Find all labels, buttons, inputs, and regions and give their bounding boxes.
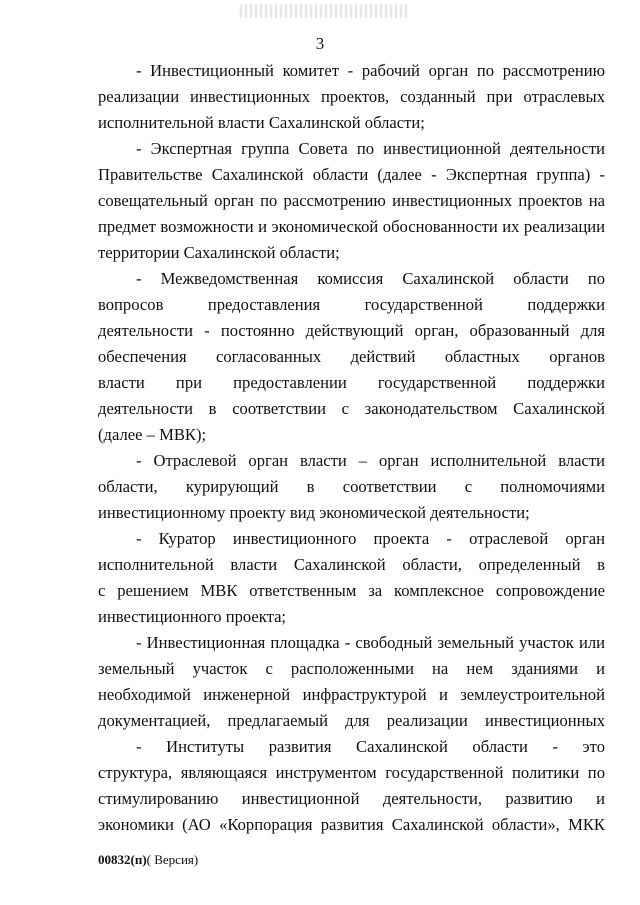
- text-line: - Инвестиционная площадка - свободный земельный участок или: [136, 633, 605, 652]
- text-line: (далее – МВК);: [98, 425, 207, 444]
- text-line: земельный участок с расположенными на нем зданиями и: [98, 659, 605, 678]
- text-line: с решением МВК ответственным за комплексное сопровождение: [98, 581, 605, 600]
- text-line: совещательный орган по рассмотрению инвестиционных проектов на: [98, 191, 605, 210]
- text-line: инвестиционному проекту вид экономической деятельности;: [98, 503, 530, 522]
- paragraph: [98, 266, 605, 448]
- text-line: инвестиционного проекта;: [98, 607, 287, 626]
- text-line: Правительстве Сахалинской области (далее - Экспертная группа) -: [98, 165, 605, 184]
- paragraph: [98, 448, 605, 526]
- text-line: деятельности в соответствии с законодательством Сахалинской: [98, 399, 605, 418]
- text-line: экономики (АО «Корпорация развития Сахалинской области», МКК: [98, 815, 605, 834]
- paragraph: [98, 58, 605, 136]
- document-version: ( Версия): [146, 852, 199, 867]
- text-line: деятельности - постоянно действующий орган, образованный для: [98, 321, 605, 340]
- paragraph: [98, 734, 605, 838]
- document-code: 00832(п): [98, 852, 147, 867]
- text-line: документацией, предлагаемый для реализации инвестиционных: [98, 711, 605, 730]
- text-line: обеспечения согласованных действий областных органов: [98, 347, 605, 366]
- text-line: - Межведомственная комиссия Сахалинской области по: [136, 269, 605, 288]
- text-line: территории Сахалинской области;: [98, 243, 340, 262]
- text-line: - Институты развития Сахалинской области - это: [136, 737, 605, 756]
- text-line: власти при предоставлении государственной поддержки: [98, 373, 605, 392]
- text-line: - Экспертная группа Совета по инвестиционной деятельности: [136, 139, 605, 158]
- text-line: области, курирующий в соответствии с полномочиями: [98, 477, 605, 496]
- text-line: предмет возможности и экономической обоснованности их реализации: [98, 217, 605, 236]
- text-line: структура, являющаяся инструментом государственной политики по: [98, 763, 605, 782]
- document-footer: [98, 852, 198, 868]
- text-line: - Куратор инвестиционного проекта - отраслевой орган: [136, 529, 605, 548]
- text-line: реализации инвестиционных проектов, созданный при отраслевых: [98, 87, 605, 106]
- page-number: 3: [315, 34, 325, 53]
- text-line: исполнительной власти Сахалинской области;: [98, 113, 425, 132]
- text-line: вопросов предоставления государственной поддержки: [98, 295, 605, 314]
- paragraph: [98, 526, 605, 630]
- scan-artifact: [240, 4, 410, 18]
- document-body: [98, 58, 605, 838]
- text-line: необходимой инженерной инфраструктурой и землеустроительной: [98, 685, 605, 704]
- text-line: исполнительной власти Сахалинской области, определенный в: [98, 555, 605, 574]
- paragraph: [98, 630, 605, 734]
- text-line: - Отраслевой орган власти – орган исполнительной власти: [136, 451, 605, 470]
- text-line: стимулированию инвестиционной деятельности, развитию и: [98, 789, 605, 808]
- text-line: - Инвестиционный комитет - рабочий орган по рассмотрению: [136, 61, 605, 80]
- paragraph: [98, 136, 605, 266]
